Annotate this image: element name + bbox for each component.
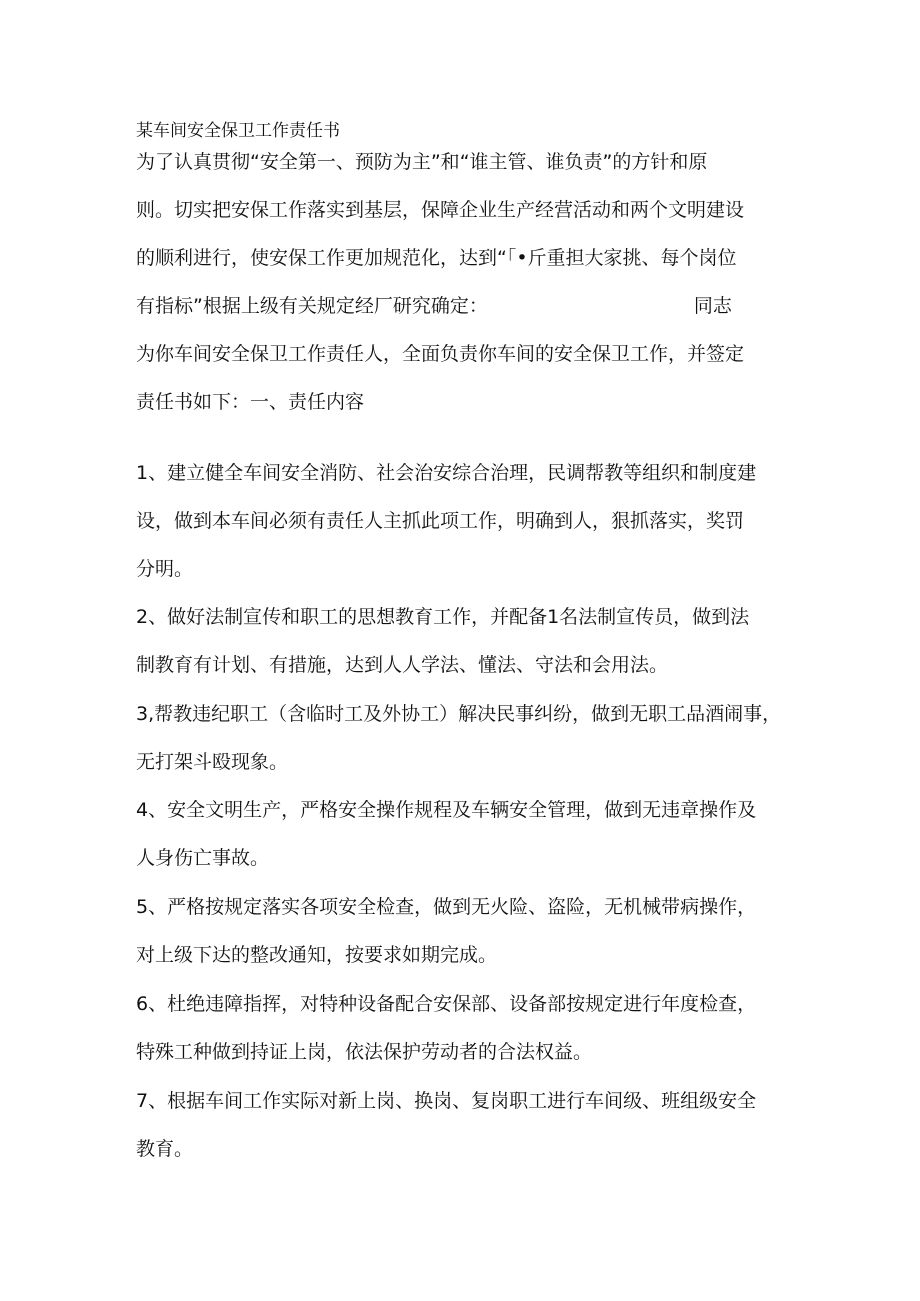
intro-paragraph: [136, 138, 796, 426]
intro-line-with-blank: [136, 282, 796, 330]
item-line: 6、杜绝违障指挥，对特种设备配合安保部、设备部按规定进行年度检查，: [136, 993, 757, 1015]
responsibility-item-3: [136, 690, 796, 786]
item-line: 1、建立健全车间安全消防、社会治安综合治理，民调帮教等组织和制度建: [136, 462, 757, 484]
item-line: 人身伤亡事故。: [136, 847, 270, 869]
item-line: 2、做好法制宣传和职工的思想教育工作，并配备1名法制宣传员，做到法: [136, 606, 750, 628]
document-title: 某车间安全保卫工作责任书: [136, 121, 340, 141]
item-line: 对上级下达的整改通知，按要求如期完成。: [136, 944, 498, 966]
item-line: 教育。: [136, 1138, 194, 1160]
intro-line: 为了认真贯彻“安全第一、预防为主”和“谁主管、谁负责”的方针和原: [136, 151, 708, 173]
item-line: 5、严格按规定落实各项安全检查，做到无火险、盗险，无机械带病操作，: [136, 896, 757, 918]
responsibility-item-5: [136, 883, 796, 979]
responsibility-item-7: [136, 1077, 796, 1173]
intro-line: 的顺利进行，使安保工作更加规范化，达到“「•斤重担大家挑、每个岗位: [136, 247, 737, 269]
responsibility-item-4: [136, 786, 796, 882]
item-line: 7、根据车间工作实际对新上岗、换岗、复岗职工进行车间级、班组级安全: [136, 1090, 757, 1112]
responsibility-item-6: [136, 980, 796, 1076]
item-line: 分明。: [136, 558, 194, 580]
intro-line: 责任书如下：一、责任内容: [136, 391, 365, 413]
responsibility-item-1: [136, 449, 796, 593]
intro-line: 则。切实把安保工作落实到基层，保障企业生产经营活动和两个文明建设: [136, 199, 745, 221]
item-line: 4、安全文明生产，严格安全操作规程及车辆安全管理，做到无违章操作及: [136, 799, 757, 821]
intro-line-start: 有指标”根据上级有关规定经厂研究确定：: [136, 295, 488, 317]
comrade-label: 同志: [693, 295, 732, 317]
item-line: 特殊工种做到持证上岗，依法保护劳动者的合法权益。: [136, 1041, 593, 1063]
item-line: 制教育有计划、有措施，达到人人学法、懂法、守法和会用法。: [136, 654, 669, 676]
item-line: 设，做到本车间必须有责任人主抓此项工作，明确到人，狠抓落实，奖罚: [136, 510, 745, 532]
item-line: 3,帮教违纪职工（含临时工及外协工）解决民事纠纷，做到无职工品酒闹事，: [136, 703, 782, 725]
responsibility-item-2: [136, 593, 796, 689]
intro-line: 为你车间安全保卫工作责任人，全面负责你车间的安全保卫工作，并签定: [136, 343, 745, 365]
item-line: 无打架斗殴现象。: [136, 751, 289, 773]
